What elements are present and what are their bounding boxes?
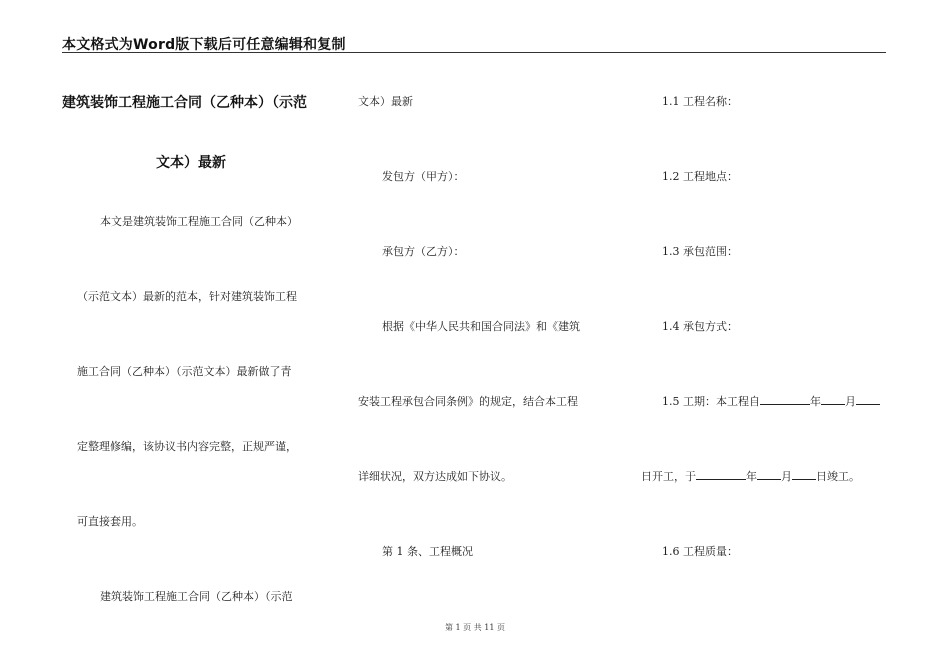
contract-title-line: 建筑装饰工程施工合同（乙种本）（示范: [100, 590, 293, 603]
end-day-blank[interactable]: [792, 469, 816, 480]
schedule-line-1: [662, 393, 880, 409]
end-month-blank[interactable]: [757, 469, 781, 480]
start-year-blank[interactable]: [760, 394, 810, 405]
schedule-start-label: 1.5 工期：本工程自: [662, 395, 760, 408]
intro-line-1: 本文是建筑装饰工程施工合同（乙种本）: [100, 215, 298, 228]
col2-basis-line-3: 详细状况，双方达成如下协议。: [358, 470, 512, 483]
contract-method-label: 1.4 承包方式：: [662, 320, 738, 333]
end-year-blank[interactable]: [696, 469, 746, 480]
article-1-heading: 第 1 条、工程概况: [382, 545, 473, 558]
end-year-label: 年: [746, 470, 757, 483]
project-quality-label: 1.6 工程质量：: [662, 545, 738, 558]
intro-line-4: 定整理修编，该协议书内容完整，正规严谨，: [77, 440, 297, 453]
col2-basis-line-1: 根据《中华人民共和国合同法》和《建筑: [382, 320, 580, 333]
header-text: 本文格式为Word版下载后可任意编辑和复制: [62, 37, 346, 53]
year-label: 年: [810, 395, 821, 408]
start-month-blank[interactable]: [821, 394, 845, 405]
page-footer: 第 1 页 共 11 页: [445, 623, 505, 632]
schedule-line-2: [641, 468, 860, 484]
document-title-line2: 文本）最新: [156, 155, 226, 171]
contract-scope-label: 1.3 承包范围：: [662, 245, 738, 258]
party-b-label: 承包方（乙方）：: [382, 245, 465, 258]
end-day-label: 日竣工。: [816, 470, 860, 483]
intro-line-5: 可直接套用。: [77, 515, 143, 528]
document-title-line1: 建筑装饰工程施工合同（乙种本）（示范: [62, 95, 307, 111]
intro-line-3: 施工合同（乙种本）（示范文本）最新做了青: [77, 365, 292, 378]
page-header: [62, 34, 886, 53]
schedule-end-label: 日开工，于: [641, 470, 696, 483]
project-name-label: 1.1 工程名称：: [662, 95, 738, 108]
project-location-label: 1.2 工程地点：: [662, 170, 738, 183]
end-month-label: 月: [781, 470, 792, 483]
col2-basis-line-2: 安装工程承包合同条例》的规定，结合本工程: [358, 395, 578, 408]
intro-line-2: （示范文本）最新的范本，针对建筑装饰工程: [77, 290, 297, 303]
party-a-label: 发包方（甲方）：: [382, 170, 465, 183]
month-label: 月: [845, 395, 856, 408]
start-day-blank[interactable]: [856, 394, 880, 405]
col2-line-1: 文本）最新: [358, 95, 413, 108]
